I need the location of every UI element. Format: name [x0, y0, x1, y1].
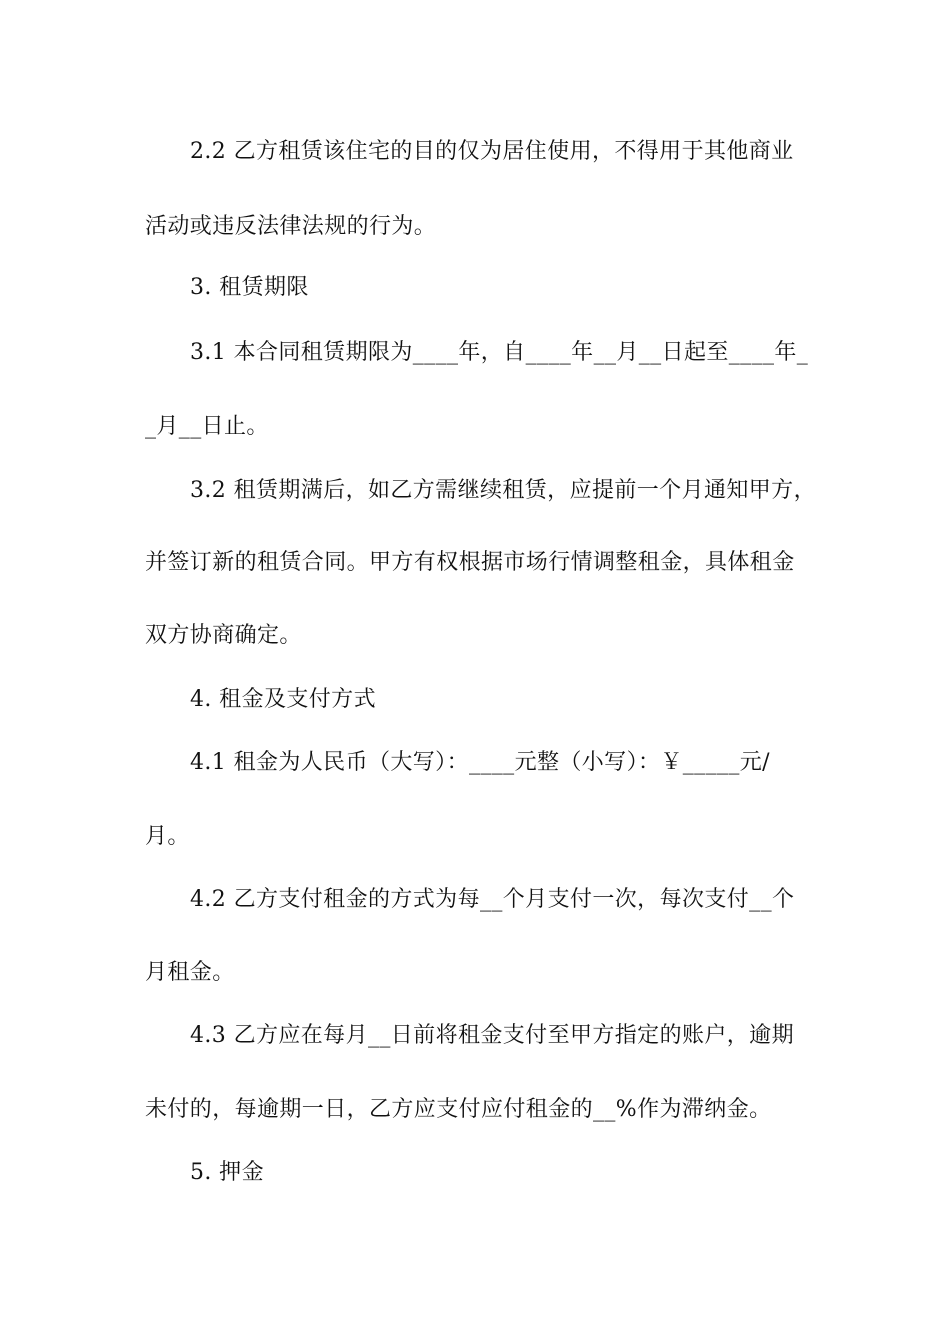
- clause-4-1-line-2: 月。: [145, 824, 190, 849]
- clause-2-2-line-1: 2.2 乙方租赁该住宅的目的仅为居住使用，不得用于其他商业: [190, 139, 794, 164]
- clause-3-2-line-1: 3.2 租赁期满后，如乙方需继续租赁，应提前一个月通知甲方，: [190, 478, 816, 503]
- clause-4-3-line-1: 4.3 乙方应在每月__日前将租金支付至甲方指定的账户，逾期: [190, 1023, 794, 1048]
- clause-3-1-line-1: 3.1 本合同租赁期限为____年，自____年__月__日起至____年_: [190, 340, 809, 365]
- clause-3-1-line-2: _月__日止。: [145, 414, 269, 439]
- clause-4-2-line-1: 4.2 乙方支付租金的方式为每__个月支付一次，每次支付__个: [190, 887, 795, 912]
- clause-4-2-line-2: 月租金。: [145, 960, 235, 985]
- clause-4-1-line-1: 4.1 租金为人民币（大写）：____元整（小写）：￥_____元/: [190, 750, 770, 775]
- clause-2-2-line-2: 活动或违反法律法规的行为。: [145, 214, 437, 239]
- section-4-heading: 4. 租金及支付方式: [190, 687, 376, 712]
- clause-3-2-line-2: 并签订新的租赁合同。甲方有权根据市场行情调整租金，具体租金: [145, 550, 795, 575]
- clause-3-2-line-3: 双方协商确定。: [145, 623, 302, 648]
- section-5-heading: 5. 押金: [190, 1160, 264, 1185]
- section-3-heading: 3. 租赁期限: [190, 275, 309, 300]
- clause-4-3-line-2: 未付的，每逾期一日，乙方应支付应付租金的__%作为滞纳金。: [145, 1097, 772, 1122]
